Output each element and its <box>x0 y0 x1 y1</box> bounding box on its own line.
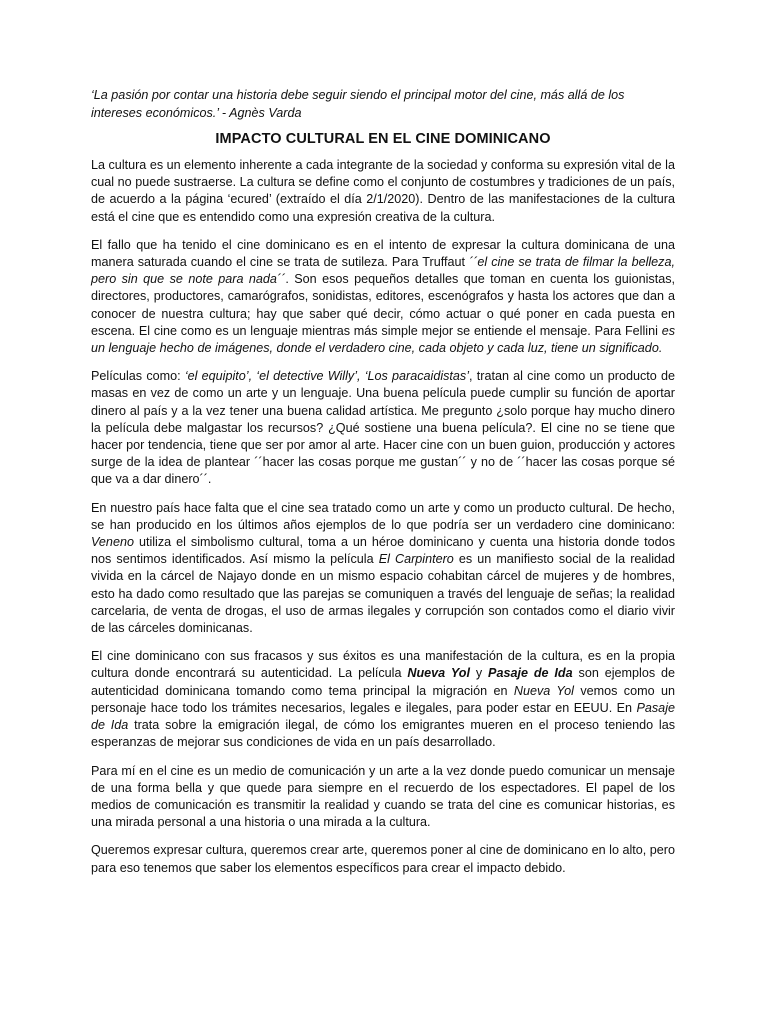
p5-text-i: trata sobre la emigración ilegal, de cómo los emigrantes mueren en el proceso teniendo las esperanzas de mejorar sus condiciones de vida en un país desarrollado. <box>91 718 676 750</box>
film-nueva-yol-bold: Nueva Yol <box>407 666 470 681</box>
fellini-quote: es un lenguaje hecho de imágenes, donde el verdadero cine, cada objeto y cada luz, tiene un significado. <box>91 323 675 356</box>
p4-text-a: En nuestro país hace falta que el cine sea tratado como un arte y como un producto cultural. De hecho, se han producido en los últimos años ejemplos de lo que podría ser un verdadero cine dominicano: <box>91 500 675 532</box>
paragraph-3 <box>91 368 675 488</box>
epigraph-attribution: - Agnès Varda <box>218 106 302 120</box>
p5-text-g: vemos como un personaje hace todo los trámites necesarios, legales e ilegales, para poder estar en EEUU. En <box>91 683 675 715</box>
paragraph-6: Para mí en el cine es un medio de comunicación y un arte a la vez donde puedo comunicar un mensaje de una forma bella y que quede para siempre en el recuerdo de los espectadores. El papel de los medios de comunicación es transmitir la realidad y cuando se trata del cine es comunicar historias, es una mirada personal a una historia o una mirada a la cultura. <box>91 763 675 830</box>
p3-text-a: Películas como: <box>91 369 185 384</box>
document-page <box>91 86 675 888</box>
paragraph-2 <box>91 237 675 357</box>
paragraph-7: Queremos expresar cultura, queremos crear arte, queremos poner al cine de dominicano en lo alto, pero para eso tenemos que saber los elementos específicos para crear el impacto debido. <box>91 843 675 875</box>
p5-text-c: y <box>469 666 489 681</box>
epigraph <box>91 86 675 122</box>
p4-text-e: es un manifiesto social de la realidad vivida en la cárcel de Najayo donde en un mismo espacio cohabitan cárcel de mujeres y de hombres, esto ha dado como resultado que las parejas se comuniquen a través del lenguaje de señas; la realidad carcelaria, de venta de drogas, el uso de armas ilegales y corrupción son contados como el diario vivir de las cárceles dominicanas. <box>91 552 675 636</box>
film-pasaje-de-ida: Pasaje de Ida <box>91 700 675 733</box>
p3-text-c: , tratan al cine como un producto de masas en vez de como un arte y un lenguaje. Una buena película puede cumplir su función de aportar dinero al país y a la vez tener una buena calidad artística. Me pregunto ¿solo porque hay mucho dinero la película debe malgastar los recursos? ¿Qué sostiene una buena película?. El cine no se tiene que hacer por tendencia, tiene que ser por amor al arte. Hacer cine con un buen guion, producción y actores surge de la idea de plantear ´´hacer las cosas porque me gustan´´ y no de ´´hacer las cosas porque sé que va a dar dinero´´. <box>91 369 675 487</box>
p5-text-a: El cine dominicano con sus fracasos y sus éxitos es una manifestación de la cultura, es en la propia cultura donde encontrará su autenticidad. La película <box>91 649 675 681</box>
document-title: IMPACTO CULTURAL EN EL CINE DOMINICANO <box>215 131 551 147</box>
film-nueva-yol: Nueva Yol <box>513 683 574 698</box>
p2-text-c: . Son esos pequeños detalles que toman en cuenta los guionistas, directores, productores, camarógrafos, sonidistas, editores, escenógrafos y hasta los actores que dan a conocer de nuestra cultura; hay que saber qué decir, cómo actuar o qué poner en cada puesta en escena. El cine como es un lenguaje mientras más simple mejor se entiende el mensaje. Para Fellini <box>91 272 676 338</box>
film-el-carpintero: El Carpintero <box>378 552 454 567</box>
paragraph-1: La cultura es un elemento inherente a cada integrante de la sociedad y conforma su expresión vital de la cual no puede sustraerse. La cultura se define como el conjunto de costumbres y tradiciones de un país, de acuerdo a la página ‘ecured’ (extraído el día 2/1/2020). Dentro de las manifestaciones de la cultura está el cine que es entendido como una expresión creativa de la cultura. <box>91 158 675 224</box>
p4-text-c: utiliza el simbolismo cultural, toma a un héroe dominicano y cuenta una historia donde todos nos sentimos identificados. Así mismo la película <box>91 535 675 567</box>
p2-text-a: El fallo que ha tenido el cine dominicano es en el intento de expresar la cultura dominicana de una manera saturada cuando el cine se trata de sutileza. Para Truffaut <box>91 237 675 270</box>
film-pasaje-de-ida-bold: Pasaje de Ida <box>488 666 573 681</box>
paragraph-4 <box>91 500 675 638</box>
p5-text-e: son ejemplos de autenticidad dominicana tomando como tema principal la migración en <box>91 666 676 698</box>
film-veneno: Veneno <box>91 535 134 550</box>
paragraph-5 <box>91 648 675 751</box>
epigraph-quote: ‘La pasión por contar una historia debe seguir siendo el principal motor del cine, más allá de los intereses económicos.’ <box>91 88 625 120</box>
film-titles: ‘el equipito’, ‘el detective Willy’, ‘Los paracaidistas’ <box>184 369 470 384</box>
truffaut-quote: ´´el cine se trata de filmar la belleza, pero sin que se note para nada´´ <box>91 255 675 287</box>
